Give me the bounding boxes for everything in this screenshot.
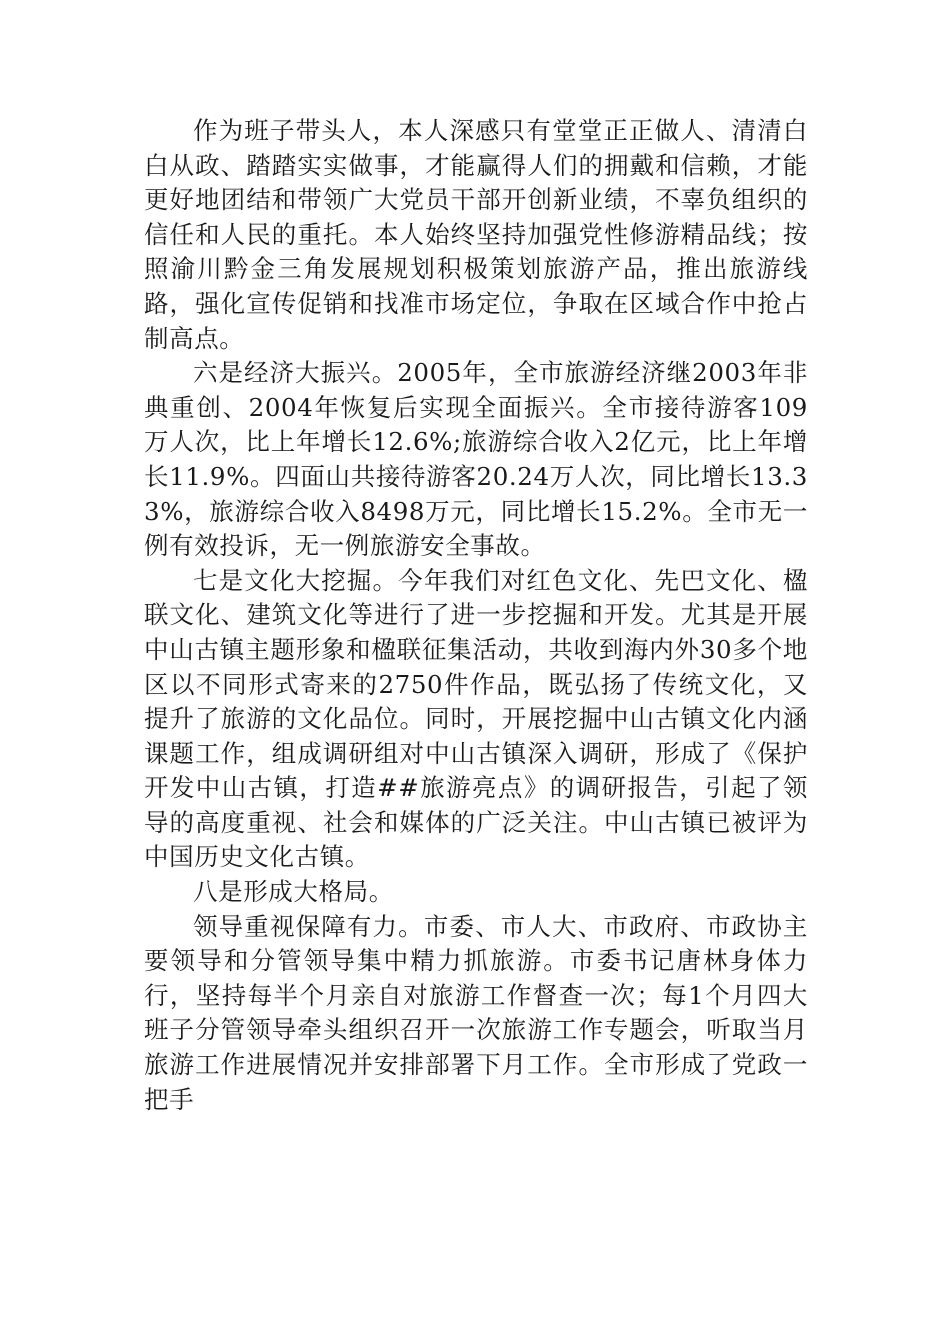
document-body [144,114,808,1117]
paragraph-culture: 七是文化大挖掘。今年我们对红色文化、先巴文化、楹联文化、建筑文化等进行了进一步挖掘和开发。尤其是开展中山古镇主题形象和楹联征集活动，共收到海内外30多个地区以不同形式寄来的2750件作品，既弘扬了传统文化，又提升了旅游的文化品位。同时，开展挖掘中山古镇文化内涵课题工作，组成调研组对中山古镇深入调研，形成了《保护开发中山古镇，打造##旅游亮点》的调研报告，引起了领导的高度重视、社会和媒体的广泛关注。中山古镇已被评为中国历史文化古镇。 [144,565,808,872]
paragraph-leadership-support: 领导重视保障有力。市委、市人大、市政府、市政协主要领导和分管领导集中精力抓旅游。市委书记唐林身体力行，坚持每半个月亲自对旅游工作督查一次；每1个月四大班子分管领导牵头组织召开一次旅游工作专题会，听取当月旅游工作进展情况并安排部署下月工作。全市形成了党政一把手 [144,911,808,1114]
paragraph-pattern-heading: 八是形成大格局。 [193,877,394,907]
paragraph-economy: 六是经济大振兴。2005年，全市旅游经济继2003年非典重创、2004年恢复后实现全面振兴。全市接待游客109万人次，比上年增长12.6%;旅游综合收入2亿元，比上年增长11.9%。四面山共接待游客20.24万人次，同比增长13.33%，旅游综合收入8498万元，同比增长15.2%。全市无一例有效投诉，无一例旅游安全事故。 [144,358,808,561]
paragraph-leadership: 作为班子带头人，本人深感只有堂堂正正做人、清清白白从政、踏踏实实做事，才能赢得人们的拥戴和信赖，才能更好地团结和带领广大党员干部开创新业绩，不辜负组织的信任和人民的重托。本人始终坚持加强党性修游精品线；按照渝川黔金三角发展规划积极策划旅游产品，推出旅游线路，强化宣传促销和找准市场定位，争取在区域合作中抢占制高点。 [144,116,808,353]
